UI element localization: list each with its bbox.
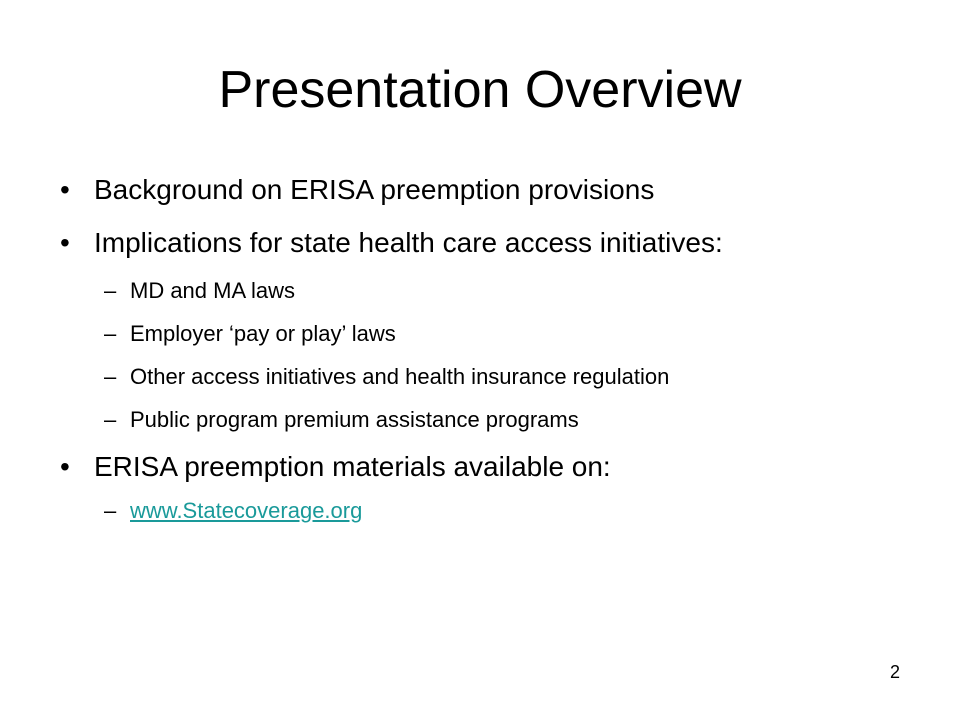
sub-bullet-item [60, 495, 880, 526]
bullet-icon: • [60, 227, 70, 258]
slide-title: Presentation Overview [218, 61, 742, 119]
sub-bullet-item [60, 275, 880, 306]
sub-bullet-item [60, 361, 880, 392]
bullet-text: ERISA preemption materials available on: [94, 451, 611, 482]
slide-number: 2 [889, 662, 900, 682]
bullet-item [60, 223, 880, 263]
dash-icon: – [104, 364, 117, 389]
dash-icon: – [104, 278, 117, 303]
dash-icon: – [104, 321, 117, 346]
sub-bullet-text: Public program premium assistance programs [130, 407, 579, 432]
statecoverage-link[interactable]: www.Statecoverage.org [130, 498, 363, 523]
bullet-icon: • [60, 451, 70, 482]
bullet-text: Implications for state health care access initiatives: [94, 227, 723, 258]
dash-icon: – [104, 407, 117, 432]
bullet-list [60, 170, 880, 526]
sub-bullet-text: Other access initiatives and health insurance regulation [130, 364, 670, 389]
bullet-icon: • [60, 174, 70, 205]
sub-bullet-text: MD and MA laws [130, 278, 296, 303]
dash-icon: – [104, 498, 117, 523]
bullet-item [60, 447, 880, 487]
bullet-text: Background on ERISA preemption provisions [94, 174, 655, 205]
bullet-item [60, 170, 880, 210]
sub-bullet-item [60, 318, 880, 349]
sub-bullet-item [60, 404, 880, 435]
sub-bullet-text: Employer ‘pay or play’ laws [130, 321, 396, 346]
